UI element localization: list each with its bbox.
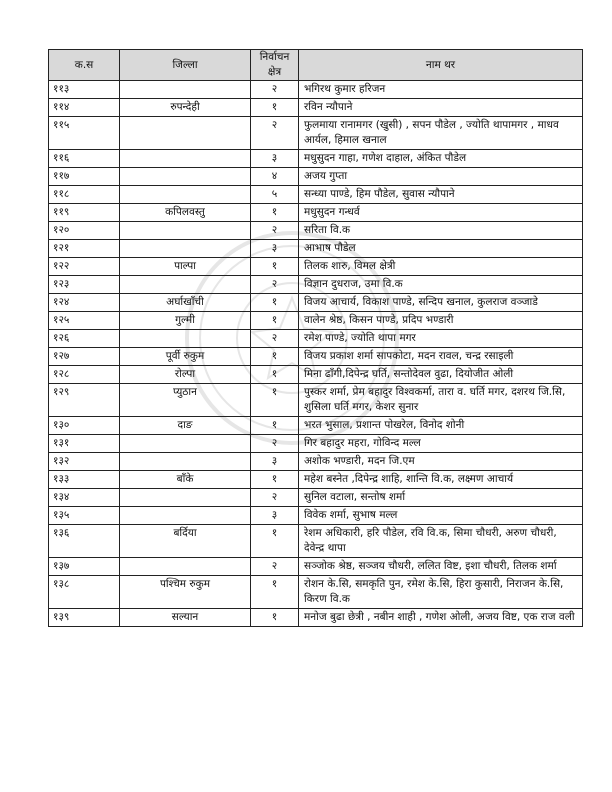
table-row: [49, 366, 583, 384]
serial-number-cell: १२४: [49, 294, 120, 312]
serial-number-cell: १२९: [49, 384, 120, 417]
names-cell: विज्ञान दुधराज, उमा वि.क: [299, 276, 583, 294]
names-cell: मिना ढाँगी,दिपेन्द्र घर्ति, सन्तोदेवल वुढा, दियोजीत ओली: [299, 366, 583, 384]
names-cell: तिलक शारु, विमल क्षेत्री: [299, 258, 583, 276]
names-cell: मधुसुदन गाहा, गणेश दाहाल, अंकित पौडेल: [299, 150, 583, 168]
serial-number-cell: ११६: [49, 150, 120, 168]
constituency-cell: २: [251, 222, 299, 240]
names-cell: फुलमाया रानामगर (खुसी) , सपन पौडेल , ज्योति थापामगर , माधव आर्यल, हिमाल खनाल: [299, 117, 583, 150]
serial-number-cell: १३०: [49, 417, 120, 435]
constituency-cell: १: [251, 609, 299, 627]
district-cell: [120, 507, 251, 525]
district-cell: [120, 435, 251, 453]
constituency-cell: ३: [251, 150, 299, 168]
serial-number-cell: ११४: [49, 99, 120, 117]
serial-number-cell: १२२: [49, 258, 120, 276]
serial-number-cell: १३८: [49, 576, 120, 609]
serial-number-cell: १२०: [49, 222, 120, 240]
constituency-cell: १: [251, 348, 299, 366]
district-cell: [120, 330, 251, 348]
serial-number-cell: १२६: [49, 330, 120, 348]
constituency-cell: १: [251, 417, 299, 435]
table-row: [49, 558, 583, 576]
constituency-cell: २: [251, 558, 299, 576]
names-cell: सुनिल वटाला, सन्तोष शर्मा: [299, 489, 583, 507]
district-cell: [120, 276, 251, 294]
names-cell: सञ्जोक श्रेष्ठ, सञ्जय चौधरी, ललित विष्ट, इशा चौधरी, तिलक शर्मा: [299, 558, 583, 576]
district-cell: पश्चिम रुकुम: [120, 576, 251, 609]
names-cell: विवेक शर्मा, सुभाष मल्ल: [299, 507, 583, 525]
district-cell: रुपन्देही: [120, 99, 251, 117]
serial-number-cell: १३६: [49, 525, 120, 558]
names-cell: सन्ध्या पाण्डे, हिम पौडेल, सुवास न्यौपाने: [299, 186, 583, 204]
table-row: [49, 186, 583, 204]
serial-number-cell: १३४: [49, 489, 120, 507]
district-cell: [120, 168, 251, 186]
district-cell: [120, 186, 251, 204]
constituency-cell: १: [251, 366, 299, 384]
constituency-cell: १: [251, 471, 299, 489]
district-cell: [120, 150, 251, 168]
serial-number-cell: १३९: [49, 609, 120, 627]
constituency-cell: २: [251, 81, 299, 99]
serial-number-cell: ११८: [49, 186, 120, 204]
constituency-cell: १: [251, 258, 299, 276]
table-row: [49, 168, 583, 186]
district-cell: बाँके: [120, 471, 251, 489]
names-cell: महेश बस्नेत ,दिपेन्द्र शाहि, शान्ति वि.क, लक्ष्मण आचार्य: [299, 471, 583, 489]
constituency-cell: १: [251, 576, 299, 609]
names-cell: विजय प्रकाश शर्मा सापकोटा, मदन रावल, चन्द्र रसाइली: [299, 348, 583, 366]
serial-number-cell: १२७: [49, 348, 120, 366]
constituency-cell: २: [251, 117, 299, 150]
constituency-cell: १: [251, 312, 299, 330]
table-row: [49, 435, 583, 453]
serial-number-cell: १३१: [49, 435, 120, 453]
candidate-table: [48, 49, 583, 627]
names-cell: रोशन के.सि, समकृति पुन, रमेश के.सि, हिरा कुसारी, निराजन के.सि, किरण वि.क: [299, 576, 583, 609]
names-cell: रविन न्यौपाने: [299, 99, 583, 117]
district-cell: [120, 222, 251, 240]
constituency-cell: ४: [251, 168, 299, 186]
names-cell: भगिरथ कुमार हरिजन: [299, 81, 583, 99]
district-cell: कपिलवस्तु: [120, 204, 251, 222]
header-district: जिल्ला: [120, 50, 251, 81]
serial-number-cell: ११७: [49, 168, 120, 186]
table-row: [49, 576, 583, 609]
serial-number-cell: १२३: [49, 276, 120, 294]
constituency-cell: १: [251, 294, 299, 312]
names-cell: पुस्कर शर्मा, प्रेम बहादुर विश्वकर्मा, तारा व. घर्ति मगर, दशरथ जि.सि, शुसिला घर्ति मगर, केशर सुनार: [299, 384, 583, 417]
serial-number-cell: ११३: [49, 81, 120, 99]
table-row: [49, 609, 583, 627]
names-cell: वालेन श्रेष्ठ, किसन पाण्डे, प्रदिप भण्डारी: [299, 312, 583, 330]
table-row: [49, 222, 583, 240]
table-row: [49, 348, 583, 366]
constituency-cell: २: [251, 276, 299, 294]
names-cell: मधुसुदन गन्धर्व: [299, 204, 583, 222]
names-cell: रेशम अधिकारी, हरि पौडेल, रवि वि.क, सिमा चौधरी, अरुण चौधरी, देवेन्द्र थापा: [299, 525, 583, 558]
district-cell: [120, 81, 251, 99]
names-cell: अजय गुप्ता: [299, 168, 583, 186]
district-cell: बर्दिया: [120, 525, 251, 558]
constituency-cell: २: [251, 435, 299, 453]
table-header-row: [49, 50, 583, 81]
header-name: नाम थर: [299, 50, 583, 81]
serial-number-cell: ११९: [49, 204, 120, 222]
serial-number-cell: १२८: [49, 366, 120, 384]
header-constituency: निर्वाचन क्षेत्र: [251, 50, 299, 81]
table-row: [49, 417, 583, 435]
serial-number-cell: १३७: [49, 558, 120, 576]
table-row: [49, 294, 583, 312]
names-cell: अशोक भण्डारी, मदन जि.एम: [299, 453, 583, 471]
table-row: [49, 384, 583, 417]
constituency-cell: २: [251, 489, 299, 507]
header-serial-number: क.स: [49, 50, 120, 81]
names-cell: आभाष पौडेल: [299, 240, 583, 258]
names-cell: गिर बहादुर महरा, गोविन्द मल्ल: [299, 435, 583, 453]
district-cell: [120, 240, 251, 258]
serial-number-cell: १२१: [49, 240, 120, 258]
table-row: [49, 330, 583, 348]
serial-number-cell: १३५: [49, 507, 120, 525]
table-row: [49, 150, 583, 168]
table-row: [49, 507, 583, 525]
constituency-cell: १: [251, 525, 299, 558]
constituency-cell: ३: [251, 507, 299, 525]
district-cell: [120, 117, 251, 150]
district-cell: पाल्पा: [120, 258, 251, 276]
table-row: [49, 117, 583, 150]
district-cell: पूर्वी रुकुम: [120, 348, 251, 366]
table-row: [49, 453, 583, 471]
table-row: [49, 99, 583, 117]
table-row: [49, 312, 583, 330]
constituency-cell: ३: [251, 240, 299, 258]
table-row: [49, 489, 583, 507]
table-row: [49, 81, 583, 99]
constituency-cell: ३: [251, 453, 299, 471]
table-row: [49, 471, 583, 489]
district-cell: गुल्मी: [120, 312, 251, 330]
district-cell: [120, 558, 251, 576]
district-cell: रोल्पा: [120, 366, 251, 384]
district-cell: अर्घाखाँची: [120, 294, 251, 312]
constituency-cell: १: [251, 204, 299, 222]
table-row: [49, 240, 583, 258]
table-row: [49, 204, 583, 222]
names-cell: विजय आचार्य, विकाश पाण्डे, सन्दिप खनाल, कुलराज वञ्जाडे: [299, 294, 583, 312]
table-row: [49, 276, 583, 294]
constituency-cell: २: [251, 330, 299, 348]
names-cell: रमेश पाण्डे, ज्योति थापा मगर: [299, 330, 583, 348]
names-cell: सरिता वि.क: [299, 222, 583, 240]
district-cell: दाङ: [120, 417, 251, 435]
serial-number-cell: १३२: [49, 453, 120, 471]
serial-number-cell: १२५: [49, 312, 120, 330]
district-cell: [120, 453, 251, 471]
table-row: [49, 525, 583, 558]
serial-number-cell: ११५: [49, 117, 120, 150]
constituency-cell: ५: [251, 186, 299, 204]
names-cell: मनोज बुढा छेत्री , नबीन शाही , गणेश ओली, अजय विष्ट, एक राज वली: [299, 609, 583, 627]
table-row: [49, 258, 583, 276]
district-cell: [120, 489, 251, 507]
names-cell: भरत भुसाल, प्रशान्त पोखरेल, विनोद शोनी: [299, 417, 583, 435]
constituency-cell: १: [251, 384, 299, 417]
serial-number-cell: १३३: [49, 471, 120, 489]
district-cell: प्युठान: [120, 384, 251, 417]
constituency-cell: १: [251, 99, 299, 117]
district-cell: सल्यान: [120, 609, 251, 627]
